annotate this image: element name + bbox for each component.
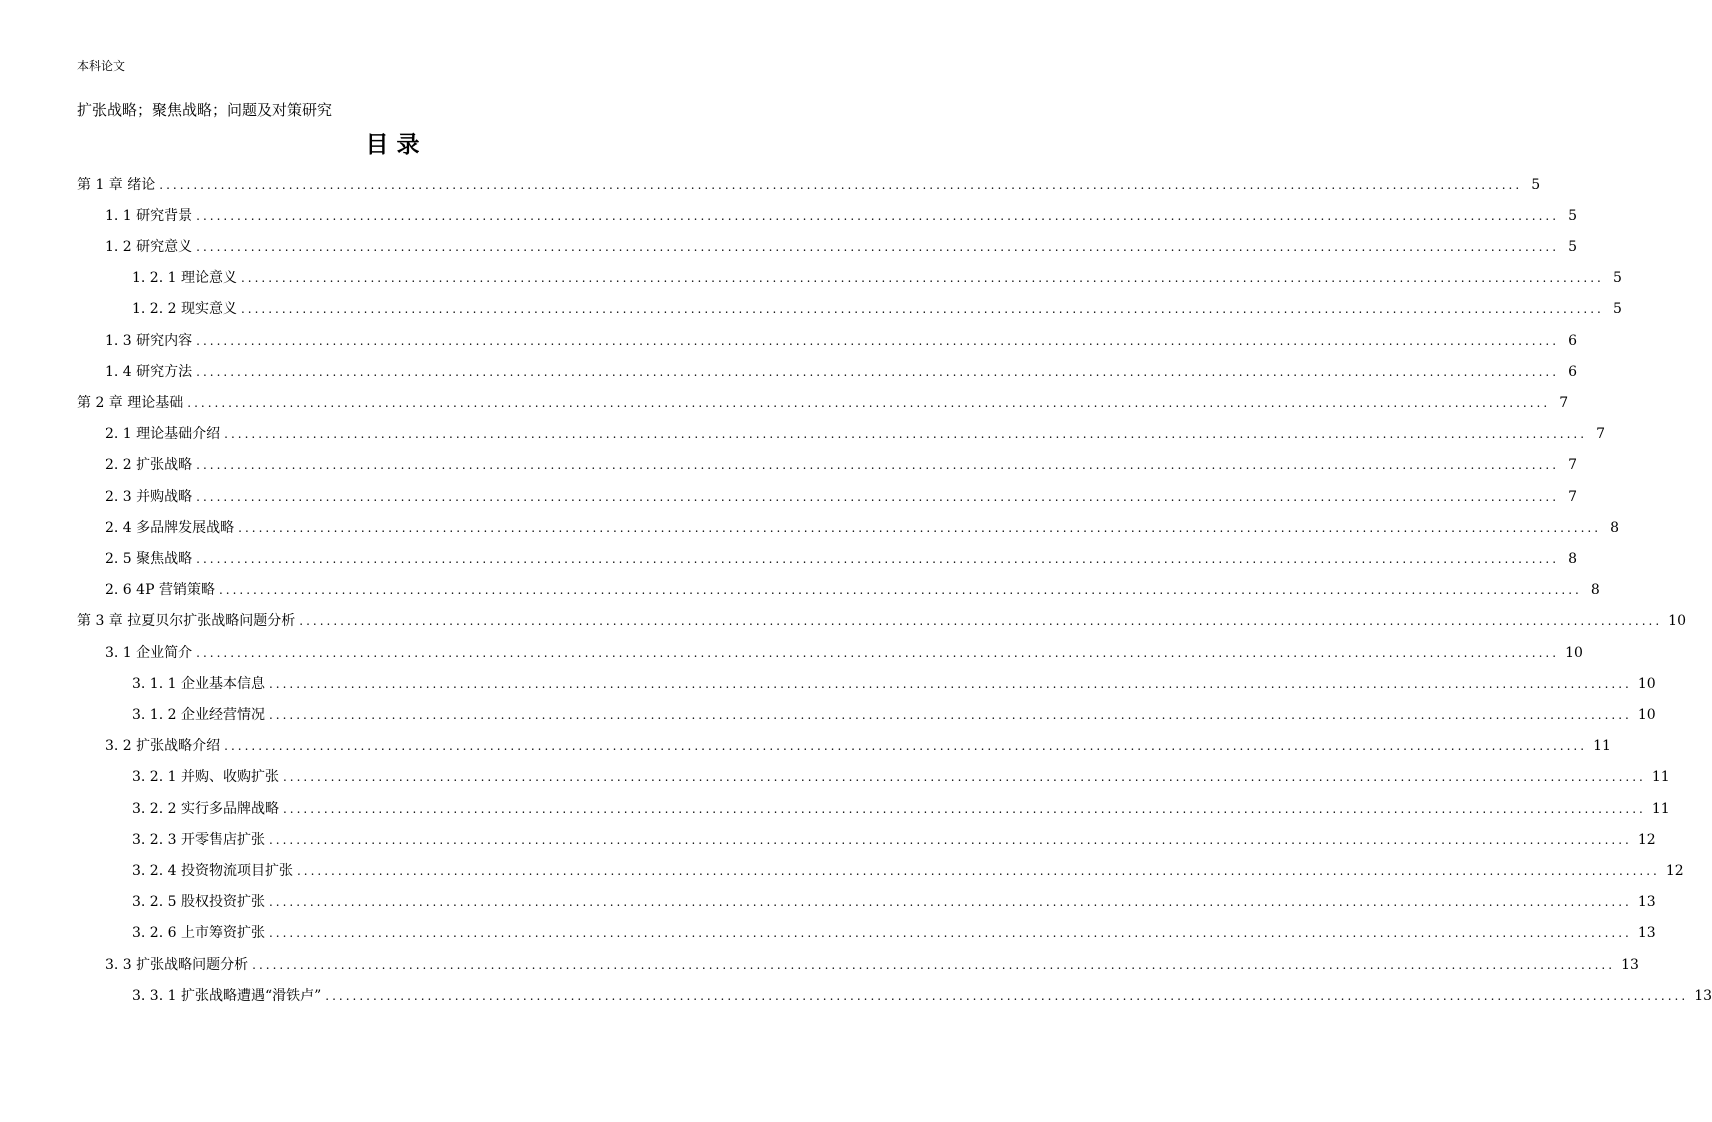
toc-entry[interactable] — [132, 793, 1670, 824]
toc-entry-page: 11 — [1593, 738, 1611, 755]
toc-dot-leader: ........................................................................................................................................................................................................ — [299, 614, 1663, 629]
toc-entry[interactable] — [132, 855, 1684, 886]
toc-dot-leader: ........................................................................................................................................................................................................ — [196, 458, 1560, 473]
toc-entry-page: 10 — [1668, 613, 1686, 630]
toc-entry-page: 13 — [1637, 894, 1656, 911]
toc-entry[interactable] — [132, 762, 1670, 793]
toc-entry-label: 2. 6 4P 营销策略 — [105, 582, 215, 599]
toc-entry[interactable] — [77, 606, 1686, 637]
toc-entry-label: 1. 2. 2 现实意义 — [132, 301, 237, 318]
toc-dot-leader: ........................................................................................................................................................................................................ — [282, 770, 1646, 785]
toc-entry-label: 3. 2. 1 并购、收购扩张 — [132, 769, 279, 786]
toc-entry-label: 1. 3 研究内容 — [105, 332, 193, 349]
toc-entry[interactable] — [105, 731, 1611, 762]
toc-dot-leader: ........................................................................................................................................................................................................ — [196, 489, 1560, 504]
toc-entry[interactable] — [77, 169, 1541, 200]
toc-entry-label: 2. 4 多品牌发展战略 — [105, 519, 235, 536]
toc-entry-page: 11 — [1651, 800, 1670, 817]
toc-entry-page: 13 — [1637, 925, 1656, 942]
toc-dot-leader: ........................................................................................................................................................................................................ — [196, 364, 1560, 379]
toc-dot-leader: ........................................................................................................................................................................................................ — [196, 551, 1560, 566]
toc-dot-leader: ........................................................................................................................................................................................................ — [268, 926, 1632, 941]
toc-entry-label: 3. 2 扩张战略介绍 — [105, 738, 221, 755]
toc-dot-leader: ........................................................................................................................................................................................................ — [252, 957, 1616, 972]
toc-dot-leader: ........................................................................................................................................................................................................ — [159, 177, 1523, 192]
toc-entry[interactable] — [105, 543, 1578, 574]
toc-entry-page: 10 — [1637, 675, 1656, 692]
toc-entry-label: 3. 2. 3 开零售店扩张 — [132, 831, 265, 848]
toc-dot-leader: ........................................................................................................................................................................................................ — [268, 707, 1632, 722]
toc-entry-label: 第 1 章 绪论 — [77, 176, 156, 193]
toc-dot-leader: ........................................................................................................................................................................................................ — [268, 832, 1632, 847]
toc-entry[interactable] — [105, 450, 1578, 481]
toc-dot-leader: ........................................................................................................................................................................................................ — [240, 271, 1604, 286]
toc-entry-page: 5 — [1531, 176, 1541, 193]
toc-entry[interactable] — [105, 637, 1583, 668]
toc-entry[interactable] — [132, 824, 1656, 855]
toc-entry-label: 1. 2 研究意义 — [105, 238, 193, 255]
toc-entry[interactable] — [105, 419, 1606, 450]
toc-entry[interactable] — [77, 387, 1569, 418]
toc-entry-page: 7 — [1559, 394, 1569, 411]
toc-entry[interactable] — [105, 481, 1578, 512]
toc-dot-leader: ........................................................................................................................................................................................................ — [224, 739, 1588, 754]
toc-entry[interactable] — [132, 887, 1656, 918]
toc-entry-label: 3. 3 扩张战略问题分析 — [105, 956, 249, 973]
toc-dot-leader: ........................................................................................................................................................................................................ — [282, 801, 1646, 816]
toc-entry-page: 5 — [1568, 207, 1578, 224]
toc-entry-page: 13 — [1621, 956, 1639, 973]
toc-dot-leader: ........................................................................................................................................................................................................ — [240, 302, 1604, 317]
toc-entry-label: 第 2 章 理论基础 — [77, 394, 184, 411]
toc-dot-leader: ........................................................................................................................................................................................................ — [218, 583, 1582, 598]
toc-dot-leader: ........................................................................................................................................................................................................ — [224, 427, 1588, 442]
toc-entry-page: 13 — [1694, 987, 1712, 1004]
toc-dot-leader: ........................................................................................................................................................................................................ — [196, 208, 1560, 223]
toc-entry[interactable] — [105, 200, 1578, 231]
toc-entry[interactable] — [105, 949, 1639, 980]
toc-entry-page: 6 — [1568, 363, 1578, 380]
toc-entry-page: 6 — [1568, 332, 1578, 349]
toc-dot-leader: ........................................................................................................................................................................................................ — [196, 333, 1560, 348]
toc-entry-label: 1. 1 研究背景 — [105, 207, 193, 224]
toc-entry-page: 5 — [1612, 301, 1622, 318]
toc-entry-label: 1. 4 研究方法 — [105, 363, 193, 380]
toc-entry-page: 11 — [1651, 769, 1670, 786]
toc-dot-leader: ........................................................................................................................................................................................................ — [268, 895, 1632, 910]
toc-entry-label: 3. 1 企业简介 — [105, 644, 193, 661]
toc-entry-label: 3. 1. 1 企业基本信息 — [132, 675, 265, 692]
toc-entry-label: 2. 2 扩张战略 — [105, 457, 193, 474]
toc-entry-label: 3. 2. 2 实行多品牌战略 — [132, 800, 279, 817]
toc-entry[interactable] — [132, 980, 1712, 1011]
toc-entry-page: 7 — [1568, 488, 1578, 505]
toc-entry-page: 7 — [1568, 457, 1578, 474]
keywords-line: 扩张战略；聚焦战略；问题及对策研究 — [77, 101, 333, 119]
toc-entry-label: 2. 3 并购战略 — [105, 488, 193, 505]
toc-entry[interactable] — [105, 512, 1620, 543]
toc-entry[interactable] — [105, 356, 1578, 387]
toc-entry-page: 10 — [1565, 644, 1583, 661]
toc-entry-label: 2. 1 理论基础介绍 — [105, 426, 221, 443]
toc-dot-leader: ........................................................................................................................................................................................................ — [325, 988, 1689, 1003]
toc-dot-leader: ........................................................................................................................................................................................................ — [238, 520, 1602, 535]
toc-entry-label: 3. 2. 6 上市筹资扩张 — [132, 925, 265, 942]
toc-entry-page: 5 — [1612, 270, 1622, 287]
toc-entry[interactable] — [132, 294, 1622, 325]
toc-entry-page: 10 — [1637, 706, 1656, 723]
toc-entry-page: 5 — [1568, 238, 1578, 255]
toc-entry[interactable] — [105, 231, 1578, 262]
toc-entry-label: 2. 5 聚焦战略 — [105, 550, 193, 567]
toc-entry[interactable] — [105, 325, 1578, 356]
toc-entry-label: 第 3 章 拉夏贝尔扩张战略问题分析 — [77, 613, 296, 630]
toc-entry-page: 8 — [1610, 519, 1620, 536]
toc-entry-label: 3. 2. 5 股权投资扩张 — [132, 894, 265, 911]
toc-entry-label: 3. 3. 1 扩张战略遭遇“滑铁卢” — [132, 987, 322, 1004]
toc-entry-page: 7 — [1596, 426, 1606, 443]
toc-dot-leader: ........................................................................................................................................................................................................ — [268, 676, 1632, 691]
toc-entry-page: 12 — [1665, 862, 1684, 879]
toc-dot-leader: ........................................................................................................................................................................................................ — [187, 395, 1551, 410]
toc-dot-leader: ........................................................................................................................................................................................................ — [196, 645, 1560, 660]
toc-entry-label: 3. 1. 2 企业经营情况 — [132, 706, 265, 723]
page-header: 本科论文 — [77, 59, 126, 73]
toc-entry-page: 8 — [1568, 550, 1578, 567]
toc-entry-page: 8 — [1590, 582, 1600, 599]
toc-entry-label: 1. 2. 1 理论意义 — [132, 270, 237, 287]
toc-entry[interactable] — [132, 263, 1622, 294]
toc-entry[interactable] — [132, 668, 1656, 699]
toc-entry[interactable] — [132, 918, 1656, 949]
toc-entry[interactable] — [105, 575, 1600, 606]
toc-dot-leader: ........................................................................................................................................................................................................ — [196, 239, 1560, 254]
toc-entry-page: 12 — [1637, 831, 1656, 848]
toc-dot-leader: ........................................................................................................................................................................................................ — [296, 863, 1660, 878]
toc-entry[interactable] — [132, 699, 1656, 730]
toc-entry-label: 3. 2. 4 投资物流项目扩张 — [132, 862, 293, 879]
toc-title: 目录 — [365, 132, 428, 158]
